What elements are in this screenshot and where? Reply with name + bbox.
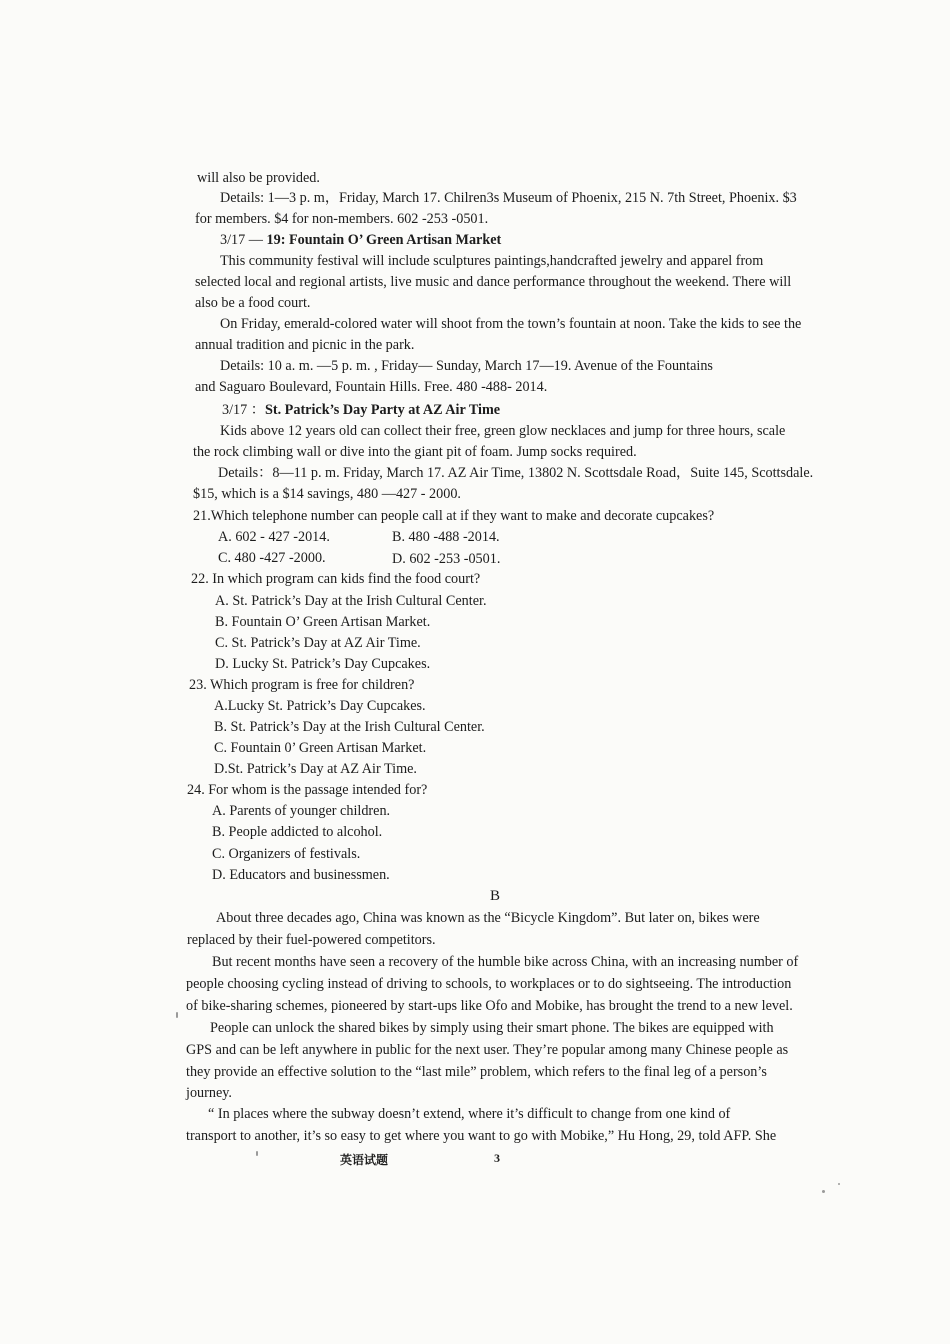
item3-heading-date: 3/17 ： <box>222 402 265 418</box>
question-22-option-c: C. St. Patrick’s Day at AZ Air Time. <box>215 635 421 651</box>
section-b-paragraph2-line-2: people choosing cycling instead of driving to schools, to workplaces or to do sightseeing. The introduction <box>186 976 792 992</box>
item2-paragraph1-line-1: This community festival will include sculptures paintings,handcrafted jewelry and apparel from <box>220 253 764 269</box>
question-21-option-d: D. 602 -253 -0501. <box>392 551 501 567</box>
item2-details-line-2: and Saguaro Boulevard, Fountain Hills. Free. 480 -488- 2014. <box>195 379 548 395</box>
question-22-option-d: D. Lucky St. Patrick’s Day Cupcakes. <box>215 656 431 672</box>
question-22-option-b: B. Fountain O’ Green Artisan Market. <box>215 614 431 630</box>
intro-tail: will also be provided. <box>197 170 320 186</box>
item2-heading-title: 19: Fountain O’ Green Artisan Market <box>266 232 502 248</box>
question-23-option-a: A.Lucky St. Patrick’s Day Cupcakes. <box>214 698 426 714</box>
section-b-paragraph1-line-1: About three decades ago, China was known as the “Bicycle Kingdom”. But later on, bikes were <box>216 910 760 926</box>
question-23-option-b: B. St. Patrick’s Day at the Irish Cultural Center. <box>214 719 485 735</box>
section-b-paragraph3-line-4: journey. <box>186 1085 232 1101</box>
question-21-option-b: B. 480 -488 -2014. <box>392 529 500 545</box>
item3-paragraph1-line-2: the rock climbing wall or dive into the giant pit of foam. Jump socks required. <box>193 444 637 460</box>
item2-paragraph2-line-1: On Friday, emerald-colored water will shoot from the town’s fountain at noon. Take the kids to see the <box>220 316 802 332</box>
footer-page-number: 3 <box>494 1151 500 1165</box>
question-24-option-a: A. Parents of younger children. <box>212 803 391 819</box>
item2-paragraph1-line-2: selected local and regional artists, live music and dance performance throughout the weekend. There will <box>195 274 792 290</box>
item2-heading-date: 3/17 — <box>220 232 267 248</box>
section-b-paragraph2-line-3: of bike-sharing schemes, pioneered by start-ups like Ofo and Mobike, has brought the trend to a new level. <box>186 998 793 1014</box>
section-b-paragraph3-line-1: People can unlock the shared bikes by simply using their smart phone. The bikes are equipped with <box>210 1020 774 1036</box>
question-21-stem: 21.Which telephone number can people call at if they want to make and decorate cupcakes? <box>193 508 715 524</box>
section-b-paragraph1-line-2: replaced by their fuel-powered competitors. <box>187 932 436 948</box>
item2-paragraph1-line-3: also be a food court. <box>195 295 311 311</box>
item3-details-line-2: $15, which is a $14 savings, 480 —427 - 2000. <box>193 486 461 502</box>
footer-subject: 英语试题 <box>340 1153 389 1167</box>
question-24-option-d: D. Educators and businessmen. <box>212 867 390 883</box>
item2-details-line-1: Details: 10 a. m. —5 p. m. , Friday— Sunday, March 17—19. Avenue of the Fountains <box>220 358 713 374</box>
scan-speck <box>176 1012 178 1018</box>
item3-heading-title: St. Patrick’s Day Party at AZ Air Time <box>264 402 501 418</box>
question-22-option-a: A. St. Patrick’s Day at the Irish Cultural Center. <box>215 593 487 609</box>
question-21-option-a: A. 602 - 427 -2014. <box>218 529 330 545</box>
scan-speck <box>822 1190 825 1193</box>
item2-paragraph2-line-2: annual tradition and picnic in the park. <box>195 337 415 353</box>
item1-details-line-2: for members. $4 for non-members. 602 -253 -0501. <box>195 211 489 227</box>
section-b-paragraph3-line-3: they provide an effective solution to the “last mile” problem, which refers to the final leg of a person’s <box>186 1064 767 1080</box>
scan-speck <box>256 1151 258 1156</box>
section-b-label: B <box>490 888 501 904</box>
section-b-paragraph3-line-2: GPS and can be left anywhere in public for the next user. They’re popular among many Chinese people as <box>186 1042 789 1058</box>
question-23-stem: 23. Which program is free for children? <box>189 677 415 693</box>
question-23-option-d: D.St. Patrick’s Day at AZ Air Time. <box>214 761 417 777</box>
question-24-option-b: B. People addicted to alcohol. <box>212 824 383 840</box>
question-23-option-c: C. Fountain 0’ Green Artisan Market. <box>214 740 427 756</box>
question-22-stem: 22. In which program can kids find the food court? <box>191 571 481 587</box>
question-24-stem: 24. For whom is the passage intended for? <box>187 782 428 798</box>
item3-details-line-1: Details：8—11 p. m. Friday, March 17. AZ Air Time, 13802 N. Scottsdale Road，Suite 145, Scottsdale. <box>218 465 814 481</box>
section-b-paragraph4-line-1: “ In places where the subway doesn’t extend, where it’s difficult to change from one kind of <box>208 1106 731 1122</box>
section-b-paragraph2-line-1: But recent months have seen a recovery of the humble bike across China, with an increasing number of <box>212 954 799 970</box>
item3-heading <box>222 400 500 420</box>
item2-heading <box>220 230 501 250</box>
scan-speck <box>838 1183 840 1185</box>
item1-details-line-1: Details: 1—3 p. m，Friday, March 17. Chilren3s Museum of Phoenix, 215 N. 7th Street, Phoenix. $3 <box>220 190 797 206</box>
question-24-option-c: C. Organizers of festivals. <box>212 846 361 862</box>
question-21-option-c: C. 480 -427 -2000. <box>218 550 326 566</box>
item3-paragraph1-line-1: Kids above 12 years old can collect their free, green glow necklaces and jump for three hours, scale <box>220 423 786 439</box>
section-b-paragraph4-line-2: transport to another, it’s so easy to get where you want to go with Mobike,” Hu Hong, 29, told AFP. She <box>186 1128 777 1144</box>
